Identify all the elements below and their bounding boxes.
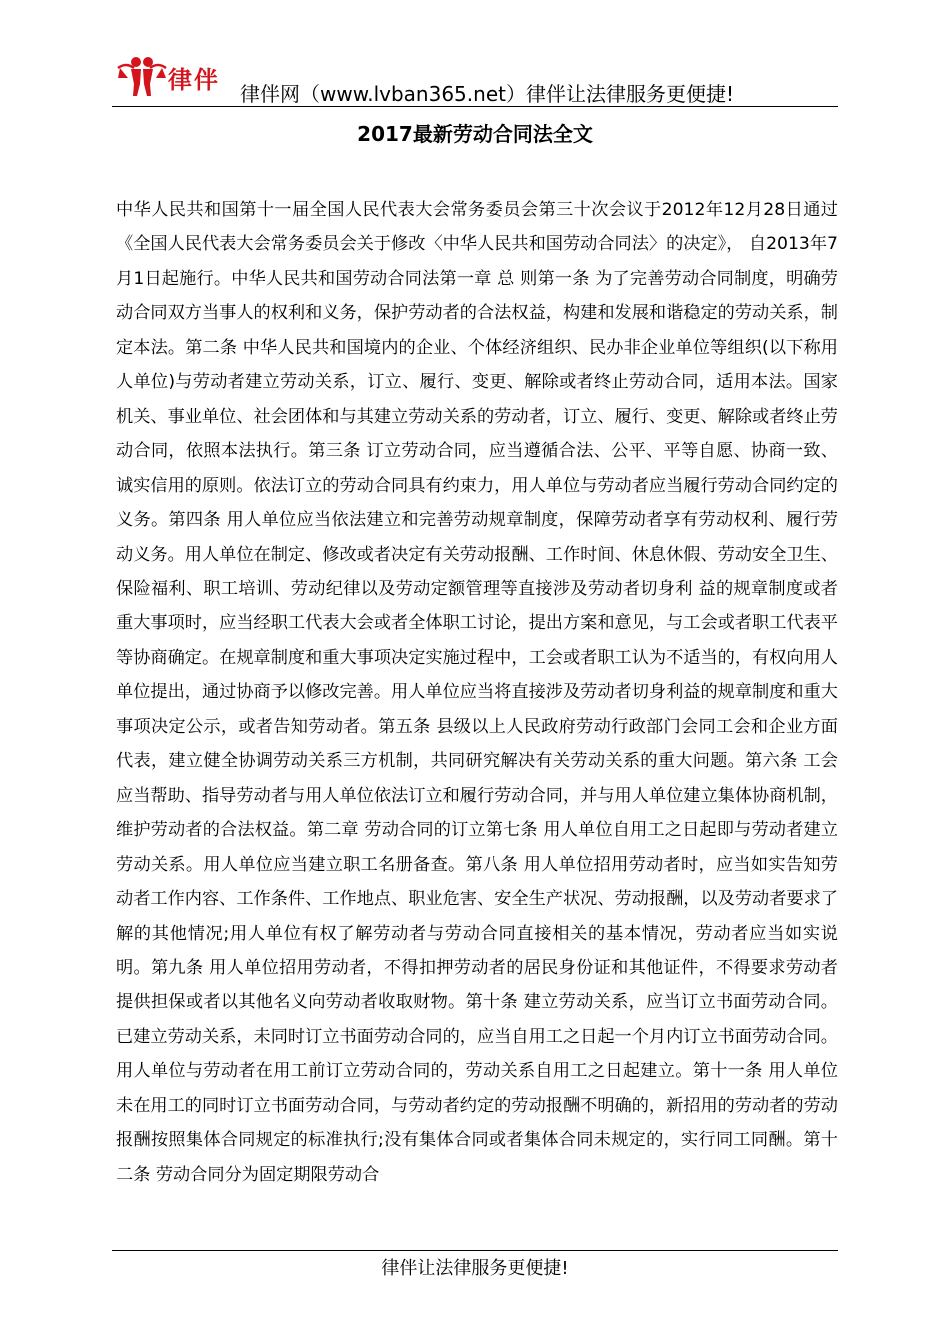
footer-divider	[112, 1250, 838, 1251]
page-header	[112, 52, 838, 107]
site-tagline[interactable]: 律伴网（www.lvban365.net）律伴让法律服务更便捷!	[240, 82, 734, 106]
page-footer: 律伴让法律服务更便捷!	[381, 1258, 569, 1279]
logo-wordmark: 律伴	[168, 66, 220, 94]
document-title: 2017最新劳动合同法全文	[357, 122, 593, 146]
lvban-logo[interactable]	[116, 54, 234, 98]
document-body: 中华人民共和国第十一届全国人民代表大会常务委员会第三十次会议于2012年12月28日通过《全国人民代表大会常务委员会关于修改〈中华人民共和国劳动合同法〉的决定》， 自2013年7月1日起施行。中华人民共和国劳动合同法第一章 总 则第一条 为了完善劳动合同制度，明确劳动合同双方当事人的权利和义务，保护劳动者的合法权益，构建和发展和谐稳定的劳动关系，制定本法。第二条 中华人民共和国境内的企业、个体经济组织、民办非企业单位等组织(以下称用人单位)与劳动者建立劳动关系，订立、履行、变更、解除或者终止劳动合同，适用本法。国家机关、事业单位、社会团体和与其建立劳动关系的劳动者，订立、履行、变更、解除或者终止劳动合同，依照本法执行。第三条 订立劳动合同，应当遵循合法、公平、平等自愿、协商一致、诚实信用的原则。依法订立的劳动合同具有约束力，用人单位与劳动者应当履行劳动合同约定的义务。第四条 用人单位应当依法建立和完善劳动规章制度，保障劳动者享有劳动权利、履行劳动义务。用人单位在制定、修改或者决定有关劳动报酬、工作时间、休息休假、劳动安全卫生、保险福利、职工培训、劳动纪律以及劳动定额管理等直接涉及劳动者切身利 益的规章制度或者重大事项时，应当经职工代表大会或者全体职工讨论，提出方案和意见，与工会或者职工代表平等协商确定。在规章制度和重大事项决定实施过程中，工会或者职工认为不适当的，有权向用人单位提出，通过协商予以修改完善。用人单位应当将直接涉及劳动者切身利益的规章制度和重大事项决定公示，或者告知劳动者。第五条 县级以上人民政府劳动行政部门会同工会和企业方面代表，建立健全协调劳动关系三方机制，共同研究解决有关劳动关系的重大问题。第六条 工会应当帮助、指导劳动者与用人单位依法订立和履行劳动合同，并与用人单位建立集体协商机制，维护劳动者的合法权益。第二章 劳动合同的订立第七条 用人单位自用工之日起即与劳动者建立劳动关系。用人单位应当建立职工名册备查。第八条 用人单位招用劳动者时，应当如实告知劳动者工作内容、工作条件、工作地点、职业危害、安全生产状况、劳动报酬，以及劳动者要求了解的其他情况;用人单位有权了解劳动者与劳动合同直接相关的基本情况，劳动者应当如实说明。第九条 用人单位招用劳动者，不得扣押劳动者的居民身份证和其他证件，不得要求劳动者提供担保或者以其他名义向劳动者收取财物。第十条 建立劳动关系，应当订立书面劳动合同。已建立劳动关系，未同时订立书面劳动合同的，应当自用工之日起一个月内订立书面劳动合同。用人单位与劳动者在用工前订立劳动合同的，劳动关系自用工之日起建立。第十一条 用人单位未在用工的同时订立书面劳动合同，与劳动者约定的劳动报酬不明确的，新招用的劳动者的劳动报酬按照集体合同规定的标准执行;没有集体合同或者集体合同未规定的，实行同工同酬。第十二条 劳动合同分为固定期限劳动合	[116, 200, 838, 1185]
scales-person-icon	[116, 54, 168, 98]
